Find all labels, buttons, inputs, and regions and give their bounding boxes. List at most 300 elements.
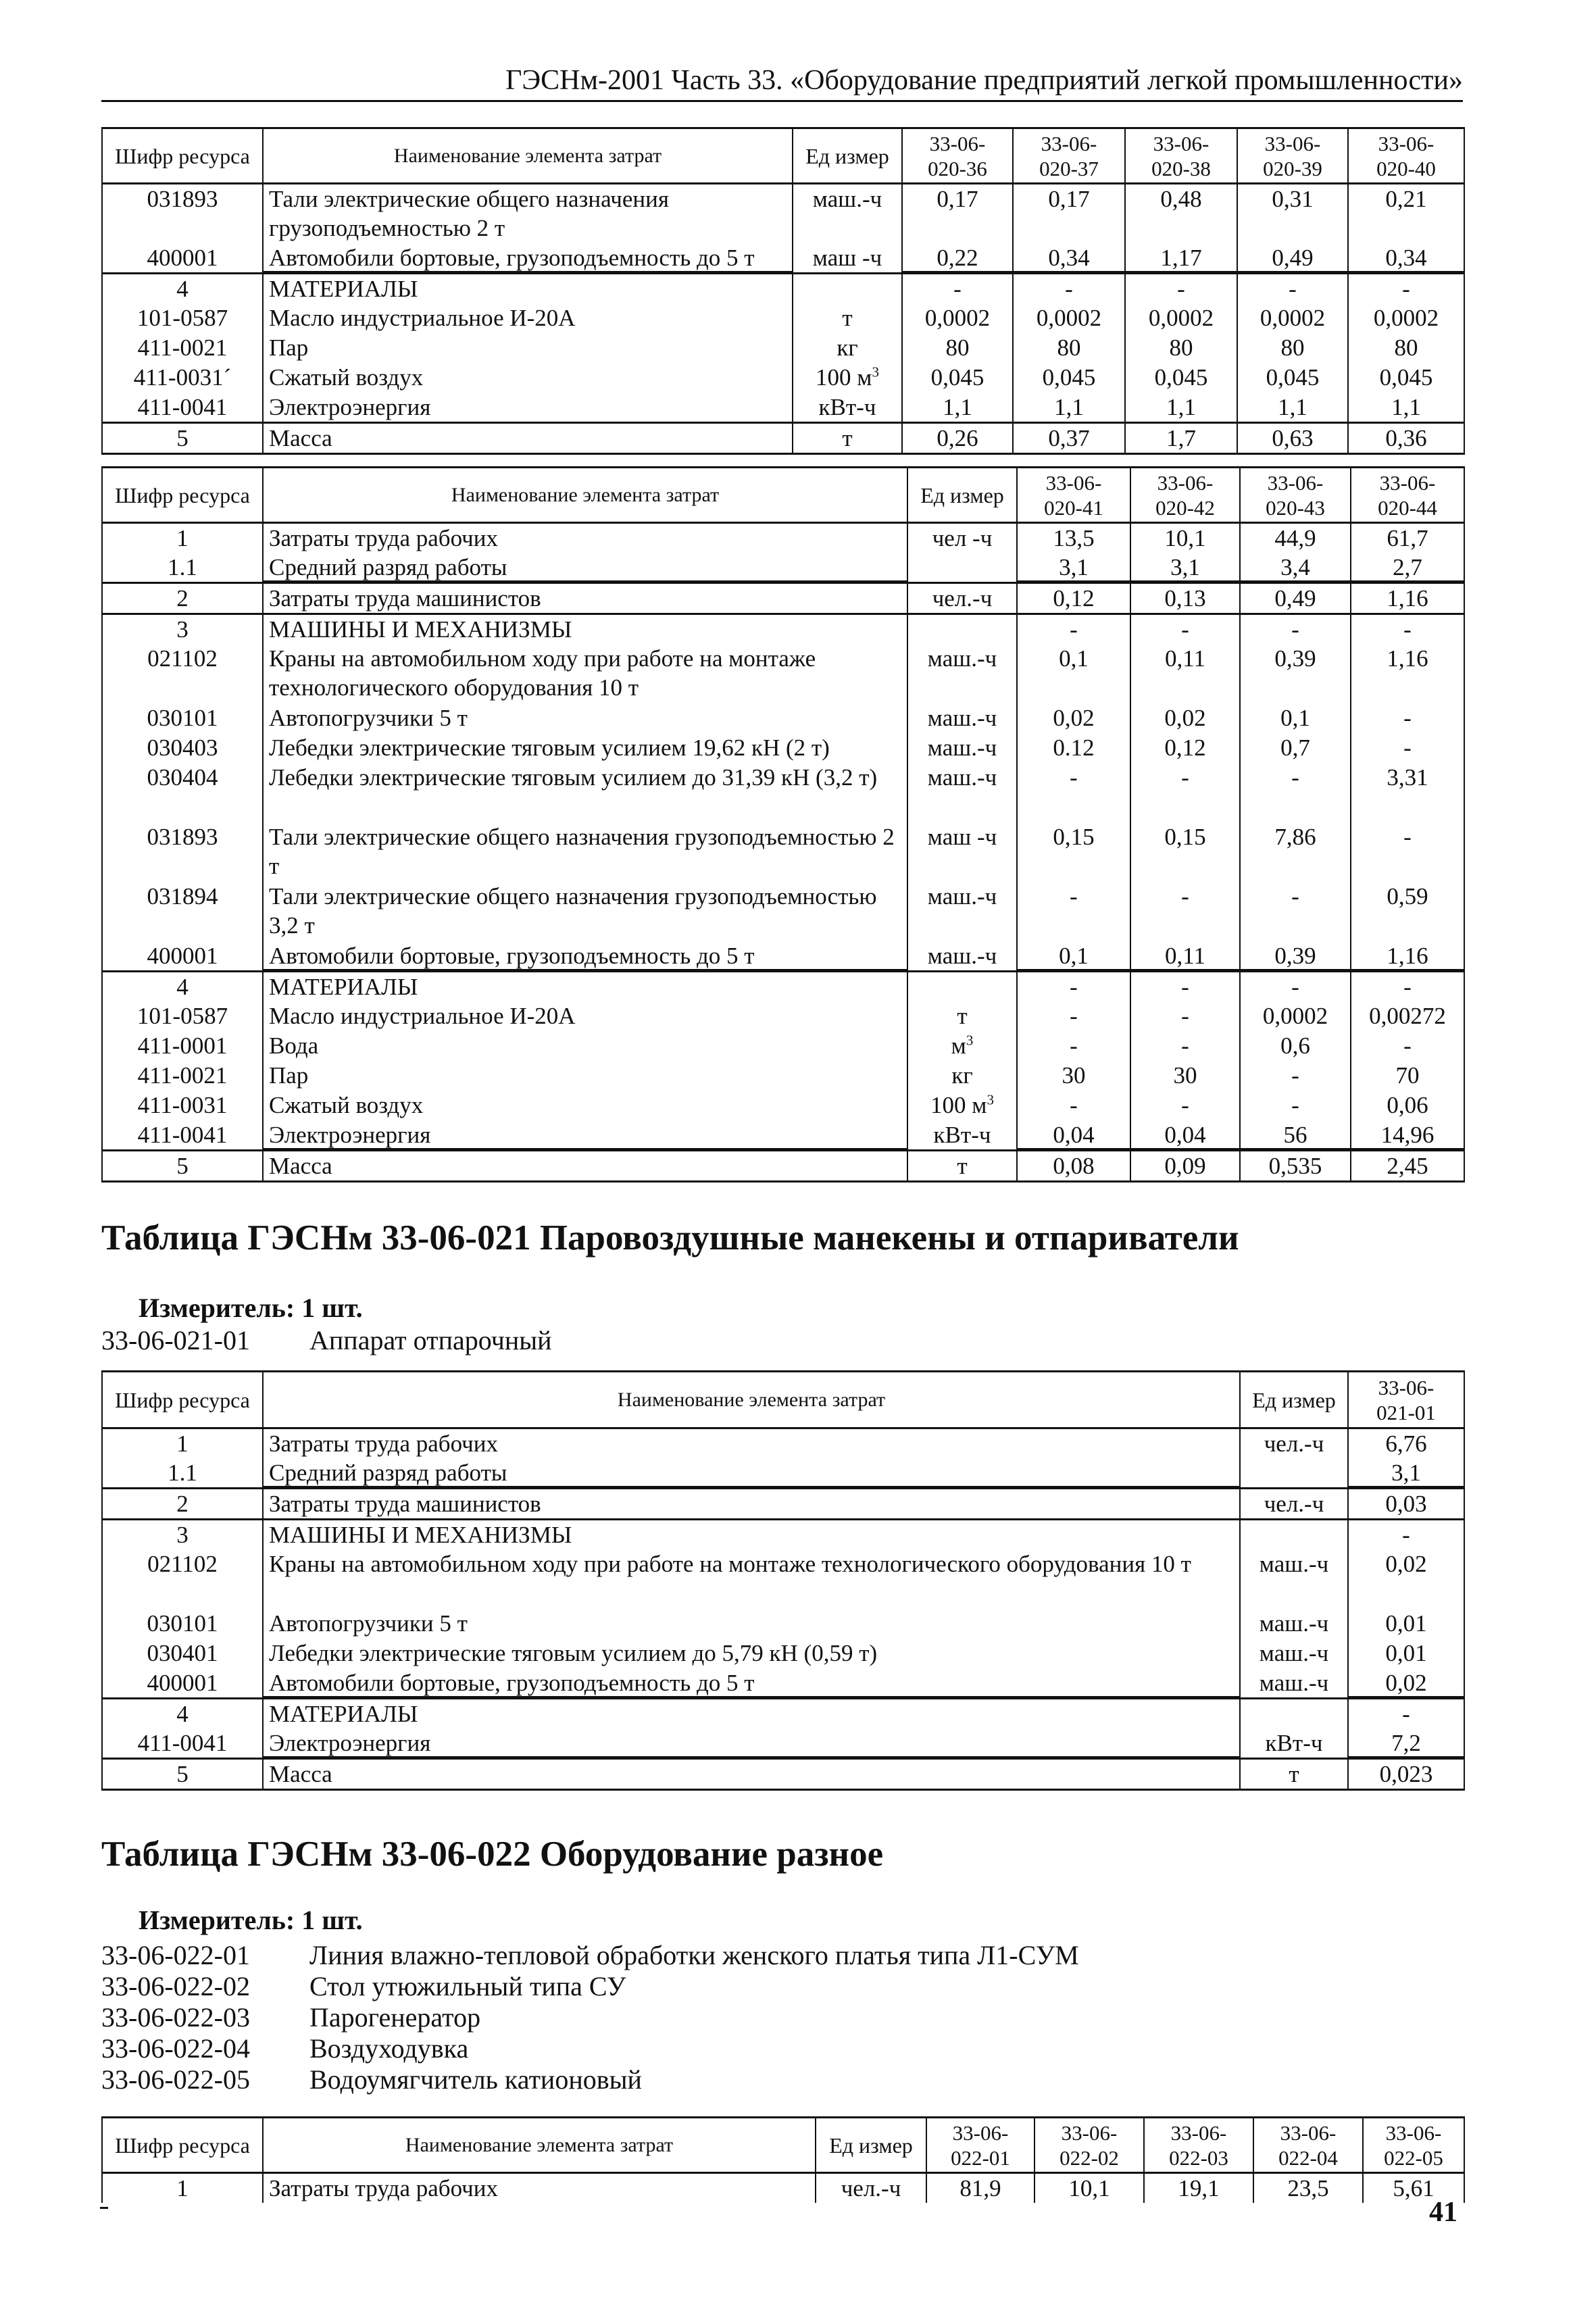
cost-item-name: Автомобили бортовые, грузоподъемность до 5 т [263, 941, 907, 972]
resource-code: 031894 [102, 882, 263, 941]
value-cell: - [1348, 1520, 1464, 1550]
header-col-prefix: 33-06- [1378, 131, 1435, 155]
header-col-prefix: 33-06- [1045, 470, 1102, 495]
unit: $м^3$ [907, 1031, 1017, 1061]
resource-code: 4 [102, 972, 263, 1002]
cost-item-name: МАТЕРИАЛЫ [263, 273, 793, 303]
header-col-prefix: 33-06- [1385, 2120, 1442, 2145]
value-cell: 0,12 [1130, 733, 1240, 763]
table-row [102, 1091, 1464, 1120]
value-cell: 1,16 [1351, 644, 1464, 703]
table-row [102, 1639, 1464, 1668]
table-row [102, 1151, 1464, 1182]
table-row [102, 2173, 1464, 2204]
table-row [102, 184, 1464, 243]
resource-code: 411-0021 [102, 1061, 263, 1091]
cost-item-name: Электроэнергия [263, 1728, 1240, 1759]
unit: маш.-ч [1240, 1549, 1348, 1609]
table-row [102, 882, 1464, 941]
value-cell: 0,02 [1017, 703, 1130, 733]
table-row [102, 1759, 1464, 1790]
table-row [102, 1728, 1464, 1759]
value-cell: 0,34 [1348, 243, 1464, 274]
table-row [102, 422, 1464, 453]
resource-code: 411-0021 [102, 333, 263, 363]
value-cell: 80 [902, 333, 1013, 363]
value-cell: 0,6 [1240, 1031, 1351, 1061]
unit [907, 553, 1017, 583]
header-unit: Ед измер [1240, 1372, 1348, 1428]
header-col-020-37 [1013, 128, 1125, 184]
value-cell: 0,13 [1130, 583, 1240, 614]
header-col-prefix: 33-06- [952, 2120, 1009, 2145]
value-cell: 0,36 [1348, 422, 1464, 453]
resource-code: 030101 [102, 703, 263, 733]
header-col-020-43 [1240, 468, 1351, 523]
value-cell: - [1348, 1699, 1464, 1729]
value-cell: 1,1 [902, 393, 1013, 423]
value-cell: 0,02 [1348, 1668, 1464, 1699]
value-cell: 23,5 [1253, 2173, 1363, 2204]
value-cell: - [1130, 1001, 1240, 1031]
value-cell: 0,12 [1017, 583, 1130, 614]
unit: кг [907, 1061, 1017, 1091]
value-cell: 14,96 [1351, 1120, 1464, 1151]
header-code: Шифр ресурса [102, 468, 263, 523]
value-cell: 80 [1237, 333, 1348, 363]
header-col-022-02 [1034, 2118, 1144, 2173]
table-row [102, 1699, 1464, 1729]
value-cell: 0,7 [1240, 733, 1351, 763]
unit: маш.-ч [1240, 1668, 1348, 1699]
header-code: Шифр ресурса [102, 128, 263, 184]
resource-code: 411-0031´ [102, 363, 263, 393]
unit: чел -ч [907, 523, 1017, 553]
value-cell: 1,7 [1125, 422, 1237, 453]
header-col-number: 020-38 [1151, 156, 1211, 180]
header-col-022-01 [926, 2118, 1034, 2173]
header-col-020-38 [1125, 128, 1237, 184]
running-header: ГЭСНм-2001 Часть 33. «Оборудование предприятий легкой промышленности» [505, 65, 1463, 96]
table-row [102, 733, 1464, 763]
resource-code: 021102 [102, 644, 263, 703]
cost-item-name: Лебедки электрические тяговым усилием до 5,79 кН (0,59 т) [263, 1639, 1240, 1668]
cost-item-name: Автопогрузчики 5 т [263, 703, 907, 733]
value-cell: 0,59 [1351, 882, 1464, 941]
unit [1240, 1699, 1348, 1729]
table-row [102, 1549, 1464, 1609]
cost-item-name: Лебедки электрические тяговым усилием до 31,39 кН (3,2 т) [263, 763, 907, 822]
value-cell: 80 [1013, 333, 1125, 363]
cost-item-name: Краны на автомобильном ходу при работе на монтаже технологического оборудования 10 т [263, 1549, 1240, 1609]
resource-code: 101-0587 [102, 1001, 263, 1031]
cost-item-name: Краны на автомобильном ходу при работе на монтаже технологического оборудования 10 т [263, 644, 907, 703]
cost-item-name: Электроэнергия [263, 1120, 907, 1151]
unit: маш.-ч [793, 184, 902, 243]
cost-item-name: Автомобили бортовые, грузоподъемность до 5 т [263, 243, 793, 274]
table-row [102, 614, 1464, 645]
value-cell: 0,01 [1348, 1639, 1464, 1668]
value-cell: 19,1 [1144, 2173, 1253, 2204]
value-cell: 0,39 [1240, 941, 1351, 972]
value-cell: - [1351, 703, 1464, 733]
value-cell: 0,49 [1240, 583, 1351, 614]
value-cell: 30 [1017, 1061, 1130, 1091]
value-cell: 0,11 [1130, 941, 1240, 972]
resource-code: 1 [102, 2173, 263, 2204]
unit: маш -ч [793, 243, 902, 274]
section-title-021: Таблица ГЭСНм 33-06-021 Паровоздушные манекены и отпариватели [101, 1218, 1239, 1258]
value-cell: - [1351, 614, 1464, 645]
cost-item-name: Пар [263, 333, 793, 363]
value-cell: 0,045 [1348, 363, 1464, 393]
unit: маш.-ч [907, 703, 1017, 733]
item-name: Воздуходувка [309, 2033, 469, 2064]
resource-code: 1.1 [102, 553, 263, 583]
value-cell: 44,9 [1240, 523, 1351, 553]
header-col-number: 022-02 [1059, 2145, 1119, 2170]
value-cell: 0,15 [1017, 822, 1130, 882]
value-cell: - [1240, 882, 1351, 941]
value-cell: - [1017, 1031, 1130, 1061]
table-row [102, 273, 1464, 303]
value-cell: 0,09 [1130, 1151, 1240, 1182]
page-number: 41 [1429, 2197, 1457, 2228]
item-code: 33-06-022-04 [101, 2033, 250, 2064]
value-cell: 3,1 [1348, 1458, 1464, 1489]
table-row [102, 1428, 1464, 1459]
cost-item-name: Тали электрические общего назначения грузоподъемностью 2 т [263, 822, 907, 882]
unit: 100 $м^3$ [907, 1091, 1017, 1120]
cost-item-name: МАТЕРИАЛЫ [263, 1699, 1240, 1729]
unit: маш.-ч [907, 941, 1017, 972]
value-cell: - [1130, 763, 1240, 822]
resource-table-020-36-40 [101, 127, 1465, 455]
resource-code: 030401 [102, 1639, 263, 1668]
unit: чел.-ч [1240, 1489, 1348, 1520]
value-cell: 2,45 [1351, 1151, 1464, 1182]
cost-item-name: Автомобили бортовые, грузоподъемность до 5 т [263, 1668, 1240, 1699]
item-name-021-01: Аппарат отпарочный [309, 1325, 552, 1355]
header-col-022-05 [1363, 2118, 1464, 2173]
value-cell: 0,22 [902, 243, 1013, 274]
header-name: Наименование элемента затрат [263, 1372, 1240, 1428]
resource-code: 400001 [102, 941, 263, 972]
header-col-022-04 [1253, 2118, 1363, 2173]
value-cell: 0,0002 [1013, 303, 1125, 333]
header-col-prefix: 33-06- [1153, 131, 1210, 155]
header-col-number: 021-01 [1376, 1400, 1436, 1424]
value-cell: 0,045 [1237, 363, 1348, 393]
cost-item-name: Затраты труда рабочих [263, 523, 907, 553]
header-col-number: 020-43 [1266, 495, 1325, 520]
table-row [102, 303, 1464, 333]
table-row [102, 333, 1464, 363]
header-col-number: 020-40 [1376, 156, 1436, 180]
value-cell: 0,04 [1130, 1120, 1240, 1151]
value-cell: - [1351, 822, 1464, 882]
header-unit: Ед измер [793, 128, 902, 184]
resource-code: 021102 [102, 1549, 263, 1609]
cost-item-name: Пар [263, 1061, 907, 1091]
value-cell: 13,5 [1017, 523, 1130, 553]
unit: чел.-ч [816, 2173, 926, 2204]
value-cell: 0,023 [1348, 1759, 1464, 1790]
header-col-prefix: 33-06- [1378, 1375, 1435, 1399]
cost-item-name: Затраты труда машинистов [263, 583, 907, 614]
table-row [102, 1031, 1464, 1061]
value-cell: - [1237, 273, 1348, 303]
value-cell: 0,0002 [902, 303, 1013, 333]
table-row [102, 1061, 1464, 1091]
table-row [102, 1609, 1464, 1639]
unit [1240, 1520, 1348, 1550]
cost-item-name: Электроэнергия [263, 393, 793, 423]
header-col-prefix: 33-06- [1157, 470, 1214, 495]
cost-item-name: Масло индустриальное И-20А [263, 303, 793, 333]
value-cell: 0,39 [1240, 644, 1351, 703]
value-cell: 0,045 [902, 363, 1013, 393]
value-cell: 0,045 [1013, 363, 1125, 393]
unit: маш.-ч [1240, 1609, 1348, 1639]
table-row [102, 583, 1464, 614]
value-cell: - [1017, 882, 1130, 941]
item-code: 33-06-022-01 [101, 1940, 250, 1970]
value-cell: 0,1 [1240, 703, 1351, 733]
resource-code: 400001 [102, 1668, 263, 1699]
cost-item-name: Автопогрузчики 5 т [263, 1609, 1240, 1639]
value-cell: 0,17 [1013, 184, 1125, 243]
cost-item-name: Затраты труда рабочих [263, 1428, 1240, 1459]
header-code: Шифр ресурса [102, 1372, 263, 1428]
value-cell: 0,15 [1130, 822, 1240, 882]
value-cell: - [1351, 1031, 1464, 1061]
resource-code: 031893 [102, 822, 263, 882]
item-name: Стол утюжильный типа СУ [309, 1971, 626, 2001]
item-code: 33-06-022-02 [101, 1971, 250, 2001]
header-col-number: 022-03 [1169, 2145, 1228, 2170]
value-cell: - [1130, 882, 1240, 941]
table-row [102, 523, 1464, 553]
table-row [102, 703, 1464, 733]
value-cell: 0,04 [1017, 1120, 1130, 1151]
header-col-020-41 [1017, 468, 1130, 523]
resource-code: 2 [102, 583, 263, 614]
table-row [102, 393, 1464, 423]
value-cell: 0,63 [1237, 422, 1348, 453]
resource-code: 1 [102, 1428, 263, 1459]
value-cell: 61,7 [1351, 523, 1464, 553]
value-cell: 1,1 [1348, 393, 1464, 423]
header-col-prefix: 33-06- [1170, 2120, 1227, 2145]
value-cell: 3,31 [1351, 763, 1464, 822]
header-name: Наименование элемента затрат [263, 2118, 816, 2173]
cost-item-name: Тали электрические общего назначения грузоподъемностью 3,2 т [263, 882, 907, 941]
item-name: Парогенератор [309, 2002, 481, 2033]
unit: чел.-ч [907, 583, 1017, 614]
resource-table-022-01-05 [101, 2116, 1465, 2203]
table-row [102, 822, 1464, 882]
value-cell: - [1351, 733, 1464, 763]
header-unit: Ед измер [816, 2118, 926, 2173]
value-cell: - [1351, 972, 1464, 1002]
unit: маш -ч [907, 822, 1017, 882]
unit: 100 $м^3$ [793, 363, 902, 393]
value-cell: 3,1 [1017, 553, 1130, 583]
resource-code: 411-0041 [102, 1120, 263, 1151]
unit: т [1240, 1759, 1348, 1790]
resource-code: 3 [102, 614, 263, 645]
table-row [102, 972, 1464, 1002]
header-col-number: 020-44 [1378, 495, 1437, 520]
resource-code: 411-0041 [102, 1728, 263, 1759]
value-cell: 0,535 [1240, 1151, 1351, 1182]
header-name: Наименование элемента затрат [263, 128, 793, 184]
resource-table-021-01 [101, 1370, 1465, 1791]
header-col-number: 020-42 [1155, 495, 1215, 520]
value-cell: 7,86 [1240, 822, 1351, 882]
unit [907, 972, 1017, 1002]
cost-item-name: Средний разряд работы [263, 1458, 1240, 1489]
value-cell: 81,9 [926, 2173, 1034, 2204]
cost-item-name: Масло индустриальное И-20А [263, 1001, 907, 1031]
cost-item-name: Масса [263, 422, 793, 453]
header-col-number: 020-37 [1039, 156, 1099, 180]
table-row [102, 941, 1464, 972]
value-cell: - [1013, 273, 1125, 303]
header-col-number: 022-01 [951, 2145, 1010, 2170]
unit: т [793, 422, 902, 453]
margin-mark [100, 2207, 108, 2209]
value-cell: 0,0002 [1348, 303, 1464, 333]
cost-item-name: МАШИНЫ И МЕХАНИЗМЫ [263, 1520, 1240, 1550]
value-cell: - [1240, 763, 1351, 822]
resource-code: 4 [102, 1699, 263, 1729]
value-cell: 1,1 [1125, 393, 1237, 423]
value-cell: - [1240, 614, 1351, 645]
value-cell: 80 [1348, 333, 1464, 363]
header-col-prefix: 33-06- [1267, 470, 1324, 495]
meter-022: Измеритель: 1 шт. [139, 1905, 363, 1935]
value-cell: - [1240, 1091, 1351, 1120]
cost-item-name: Затраты труда машинистов [263, 1489, 1240, 1520]
table-row [102, 1668, 1464, 1699]
resource-code: 030403 [102, 733, 263, 763]
value-cell: 3,1 [1130, 553, 1240, 583]
header-col-prefix: 33-06- [1280, 2120, 1337, 2145]
header-col-prefix: 33-06- [929, 131, 986, 155]
resource-code: 030404 [102, 763, 263, 822]
value-cell: 0,26 [902, 422, 1013, 453]
value-cell: 0,17 [902, 184, 1013, 243]
table-row [102, 1458, 1464, 1489]
header-code: Шифр ресурса [102, 2118, 263, 2173]
unit: т [907, 1151, 1017, 1182]
value-cell: 56 [1240, 1120, 1351, 1151]
value-cell: 0,37 [1013, 422, 1125, 453]
header-col-020-42 [1130, 468, 1240, 523]
value-cell: 5,61 [1363, 2173, 1464, 2204]
unit [907, 614, 1017, 645]
resource-code: 2 [102, 1489, 263, 1520]
value-cell: - [1130, 1091, 1240, 1120]
value-cell: 0,1 [1017, 941, 1130, 972]
header-col-prefix: 33-06- [1264, 131, 1321, 155]
header-col-prefix: 33-06- [1041, 131, 1097, 155]
header-col-number: 020-39 [1263, 156, 1322, 180]
value-cell: 0,02 [1348, 1549, 1464, 1609]
resource-table-020-41-44 [101, 466, 1465, 1183]
value-cell: 0,31 [1237, 184, 1348, 243]
table-row [102, 1489, 1464, 1520]
table-row [102, 1520, 1464, 1550]
header-unit: Ед измер [907, 468, 1017, 523]
cost-item-name: Затраты труда рабочих [263, 2173, 816, 2204]
value-cell: - [1348, 273, 1464, 303]
header-col-020-44 [1351, 468, 1464, 523]
resource-code: 101-0587 [102, 303, 263, 333]
resource-code: 031893 [102, 184, 263, 243]
unit: т [907, 1001, 1017, 1031]
unit [793, 273, 902, 303]
value-cell: - [1125, 273, 1237, 303]
item-name: Водоумягчитель катионовый [309, 2064, 642, 2095]
resource-code: 411-0001 [102, 1031, 263, 1061]
value-cell: 0,01 [1348, 1609, 1464, 1639]
value-cell: 1,16 [1351, 941, 1464, 972]
value-cell: 30 [1130, 1061, 1240, 1091]
value-cell: 80 [1125, 333, 1237, 363]
resource-code: 4 [102, 273, 263, 303]
value-cell: 0,48 [1125, 184, 1237, 243]
meter-021: Измеритель: 1 шт. [139, 1293, 363, 1323]
unit: маш.-ч [907, 733, 1017, 763]
value-cell: 10,1 [1130, 523, 1240, 553]
resource-code: 1 [102, 523, 263, 553]
value-cell: - [902, 273, 1013, 303]
value-cell: 0,11 [1130, 644, 1240, 703]
value-cell: 6,76 [1348, 1428, 1464, 1459]
cost-item-name: Сжатый воздух [263, 363, 793, 393]
table-row [102, 553, 1464, 583]
item-code: 33-06-022-03 [101, 2002, 250, 2033]
value-cell: 0,49 [1237, 243, 1348, 274]
section-title-022: Таблица ГЭСНм 33-06-022 Оборудование разное [101, 1835, 884, 1874]
header-col-prefix: 33-06- [1061, 2120, 1118, 2145]
header-col-020-40 [1348, 128, 1464, 184]
value-cell: 0,1 [1017, 644, 1130, 703]
value-cell: 0,0002 [1237, 303, 1348, 333]
header-col-022-03 [1144, 2118, 1253, 2173]
item-code: 33-06-022-05 [101, 2064, 250, 2095]
table-row [102, 644, 1464, 703]
unit: маш.-ч [907, 644, 1017, 703]
value-cell: 0,0002 [1240, 1001, 1351, 1031]
table-row [102, 1120, 1464, 1151]
unit: чел.-ч [1240, 1428, 1348, 1459]
value-cell: 0,06 [1351, 1091, 1464, 1120]
value-cell: 1,1 [1013, 393, 1125, 423]
header-name: Наименование элемента затрат [263, 468, 907, 523]
value-cell: 0.12 [1017, 733, 1130, 763]
value-cell: 2,7 [1351, 553, 1464, 583]
value-cell: 1,17 [1125, 243, 1237, 274]
value-cell: 0,0002 [1125, 303, 1237, 333]
header-col-number: 022-04 [1278, 2145, 1338, 2170]
resource-code: 5 [102, 1151, 263, 1182]
unit: кг [793, 333, 902, 363]
value-cell: 70 [1351, 1061, 1464, 1091]
